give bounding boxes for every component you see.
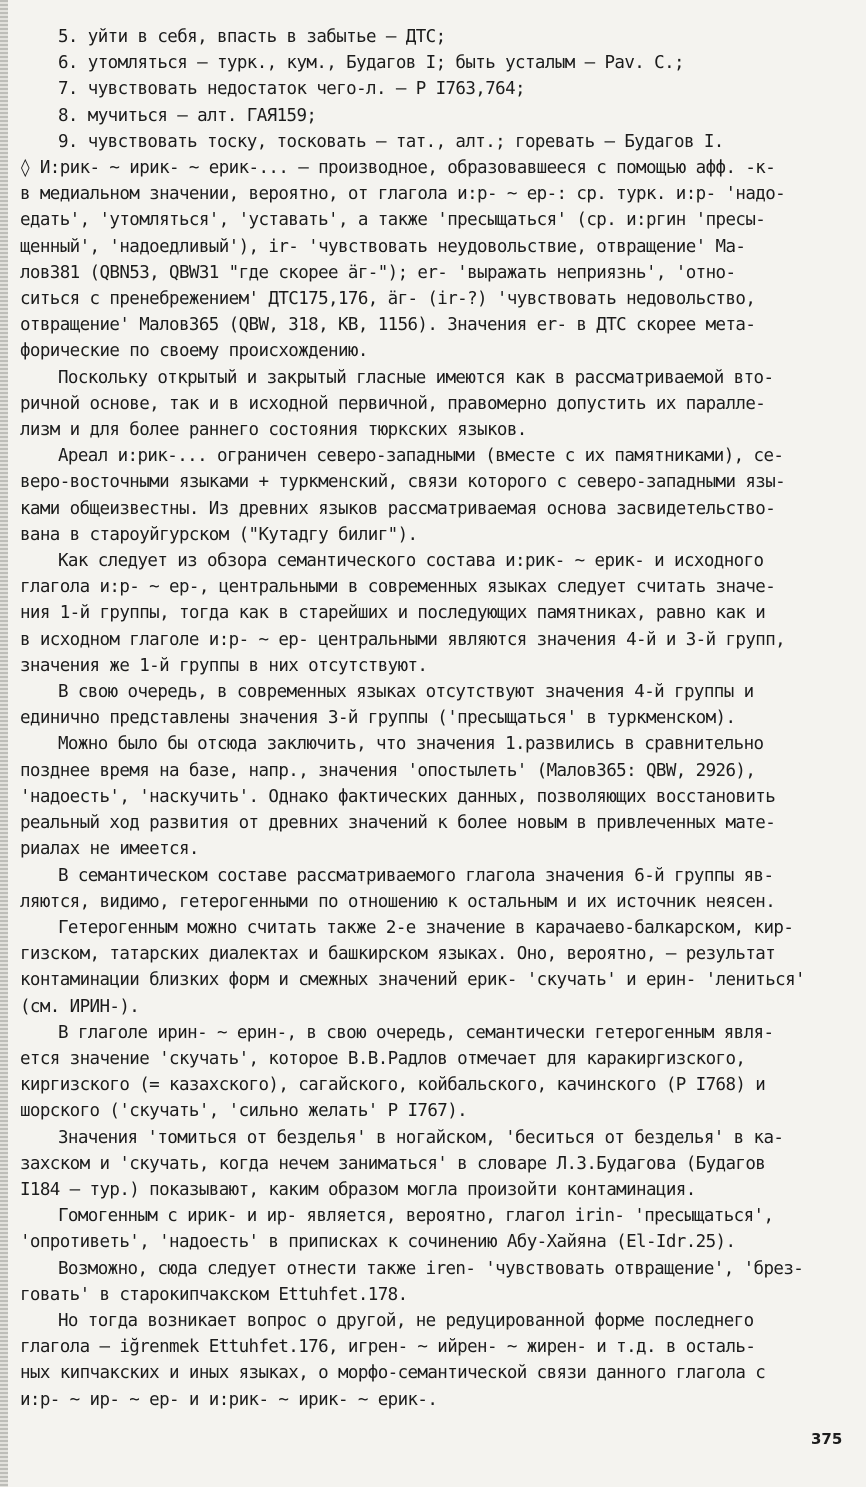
text-line: отвращение' Малов365 (QBW, 318, KB, 1156). Значения er- в ДТС скорее мета-	[20, 315, 756, 336]
text-line: ситься с пренебрежением' ДТС175,176, äг- (ir-?) 'чувствовать недовольство,	[20, 289, 756, 310]
scan-edge	[0, 0, 8, 1487]
text-line: киргизского (= казахского), сагайского, койбальского, качинского (Р I768) и	[20, 1075, 766, 1096]
text-line: говать' в старокипчакском Ettuhfet.178.	[20, 1284, 408, 1305]
text-line: шорского ('скучать', 'сильно желать' Р I767).	[20, 1101, 468, 1122]
text-line: ляются, видимо, гетерогенными по отношению к остальным и их источник неясен.	[20, 891, 776, 912]
text-line: Значения 'томиться от безделья' в ногайском, 'беситься от безделья' в ка-	[58, 1127, 784, 1148]
text-line: ется значение 'скучать', которое В.В.Радлов отмечает для каракиргизского,	[20, 1048, 746, 1069]
text-line: лизм и для более раннего состояния тюркских языков.	[20, 420, 527, 441]
text-line: и:р- ~ ир- ~ ер- и и:рик- ~ ирик- ~ ерик-.	[20, 1389, 438, 1410]
text-line: в исходном глаголе и:р- ~ ер- центральными являются значения 4-й и 3-й групп,	[20, 629, 786, 650]
text-line: гизском, татарских диалектах и башкирском языках. Оно, вероятно, – результат	[20, 944, 776, 965]
text-line: ричной основе, так и в исходной первичной, правомерно допустить их паралле-	[20, 393, 766, 414]
text-line: форические по своему происхождению.	[20, 341, 368, 362]
text-line: ками общеизвестны. Из древних языков рассматриваемая основа засвидетельство-	[20, 498, 776, 519]
text-line: ◊ И:рик- ~ ирик- ~ ерик-... – производное, образовавшееся с помощью афф. -к-	[20, 158, 776, 179]
text-line: контаминации близких форм и смежных значений ерик- 'скучать' и ерин- 'лениться'	[20, 970, 805, 991]
text-line: в медиальном значении, вероятно, от глагола и:р- ~ ер-: ср. турк. и:р- 'надо-	[20, 184, 786, 205]
text-line: ных кипчакских и иных языках, о морфо-семантической связи данного глагола с	[20, 1363, 766, 1384]
text-line: позднее время на базе, напр., значения 'опостылеть' (Малов365: QBW, 2926),	[20, 760, 756, 781]
text-line: Возможно, сюда следует отнести также iren- 'чувствовать отвращение', 'брез-	[58, 1258, 804, 1279]
text-line: В свою очередь, в современных языках отсутствуют значения 4-й группы и	[58, 682, 754, 703]
text-line: 6. утомляться – турк., кум., Будагов I; быть усталым – Pav. C.;	[58, 53, 684, 74]
text-line: вана в староуйгурском ("Кутадгу билиг").	[20, 524, 418, 545]
text-line: Как следует из обзора семантического состава и:рик- ~ ерик- и исходного	[58, 551, 764, 572]
text-line: Ареал и:рик-... ограничен северо-западными (вместе с их памятниками), се-	[58, 446, 784, 467]
text-line: 'надоесть', 'наскучить'. Однако фактических данных, позволяющих восстановить	[20, 786, 776, 807]
text-line: I184 – тур.) показывают, каким образом могла произойти контаминация.	[20, 1179, 696, 1200]
text-line: глагола – iğrenmek Ettuhfet.176, игрен- ~ ийрен- ~ жирен- и т.д. в осталь-	[20, 1337, 756, 1358]
text-line: 8. мучиться – алт. ГАЯ159;	[58, 105, 317, 126]
text-line: глагола и:р- ~ ер-, центральными в современных языках следует считать значе-	[20, 577, 776, 598]
text-line: Гетерогенным можно считать также 2-е значение в карачаево-балкарском, кир-	[58, 917, 794, 938]
text-line: 7. чувствовать недостаток чего-л. – Р I763,764;	[58, 79, 525, 100]
text-line: единично представлены значения 3-й группы ('пресыщаться' в туркменском).	[20, 708, 736, 729]
text-line: щенный', 'надоедливый'), ir- 'чувствовать неудовольствие, отвращение' Ма-	[20, 236, 746, 257]
text-line: Можно было бы отсюда заключить, что значения 1.развились в сравнительно	[58, 734, 764, 755]
text-line: 5. уйти в себя, впасть в забытье – ДТС;	[58, 27, 446, 47]
text-line: В глаголе ирин- ~ ерин-, в свою очередь, семантически гетерогенным явля-	[58, 1022, 774, 1043]
text-line: веро-восточными языками + туркменский, связи которого с северо-западными язы-	[20, 472, 786, 493]
page-number: 375	[811, 1430, 843, 1448]
text-line: значения же 1-й группы в них отсутствуют.	[20, 655, 428, 676]
text-line: 9. чувствовать тоску, тосковать – тат., алт.; горевать – Будагов I.	[58, 131, 724, 152]
text-line: захском и 'скучать, когда нечем заниматься' в словаре Л.З.Будагова (Будагов	[20, 1153, 766, 1174]
text-line: лов381 (QBN53, QBW31 "где скорее äг-"); er- 'выражать неприязнь', 'отно-	[20, 262, 736, 283]
text-line: риалах не имеется.	[20, 839, 199, 860]
text-line: ния 1-й группы, тогда как в старейших и последующих памятниках, равно как и	[20, 603, 766, 624]
text-line: реальный ход развития от древних значений к более новым в привлеченных мате-	[20, 813, 776, 834]
text-line: Гомогенным с ирик- и ир- является, вероятно, глагол irin- 'пресыщаться',	[58, 1206, 774, 1227]
text-line: 'опротиветь', 'надоесть' в приписках к сочинению Абу-Хайяна (El-Idr.25).	[20, 1232, 736, 1253]
text-line: В семантическом составе рассматриваемого глагола значения 6-й группы яв-	[58, 865, 774, 886]
document-page	[20, 24, 850, 1413]
text-line: Но тогда возникает вопрос о другой, не редуцированной форме последнего	[58, 1310, 754, 1331]
text-line: Поскольку открытый и закрытый гласные имеются как в рассматриваемой вто-	[58, 367, 774, 388]
text-line: едать', 'утомляться', 'уставать', а также 'пресыщаться' (ср. и:ргин 'пресы-	[20, 210, 766, 231]
text-line: (см. ИРИН-).	[20, 996, 140, 1017]
